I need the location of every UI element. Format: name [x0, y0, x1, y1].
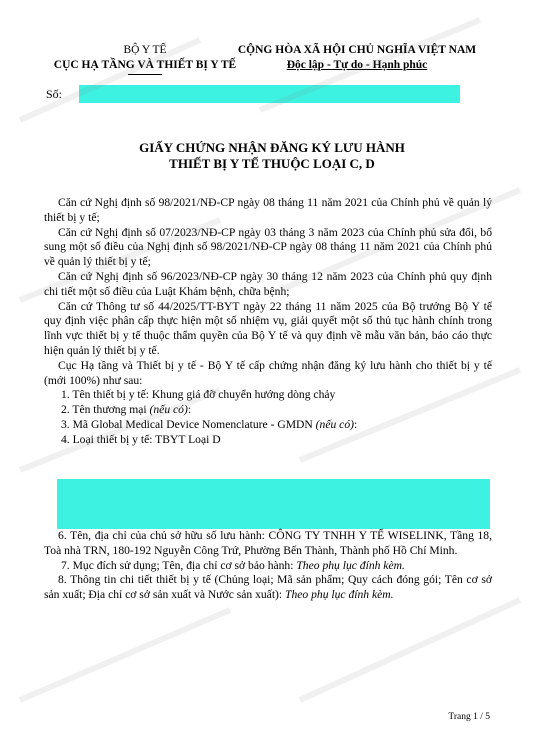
item-owner: 6. Tên, địa chỉ của chủ sở hữu số lưu hành: CÔNG TY TNHH Y TẾ WISELINK, Tầng 18, Toà nhà TRN, 180-192 Nguyễn Công Trứ, Phường Bến Thành, Thành phố Hồ Chí Minh.	[44, 529, 492, 557]
national-heading	[228, 43, 486, 73]
item-details: 8. Thông tin chi tiết thiết bị y tế (Chủng loại; Mã sản phẩm; Quy cách đóng gói; Tên cơ sở sản xuất; Địa chỉ cơ sở sản xuất và Nước sản xuất): Theo phụ lục đính kèm.	[44, 573, 492, 602]
page-number: Trang 1 / 5	[448, 712, 490, 722]
redacted-document-number	[79, 85, 460, 103]
document-number-label: Số:	[46, 87, 63, 101]
header-divider	[128, 74, 162, 75]
ministry-name: BỘ Y TẾ	[123, 44, 167, 56]
item-trade-name: 2. Tên thương mại (nếu có):	[61, 403, 192, 417]
legal-basis-2: Căn cứ Nghị định số 07/2023/NĐ-CP ngày 03 tháng 3 năm 2023 của Chính phủ sửa đổi, bổ sung một số điều của Nghị định số 98/2021/NĐ-CP ngày 08 tháng 11 năm 2021 của Chính phủ về quản lý thiết bị y tế;	[44, 225, 492, 269]
item-purpose: 7. Mục đích sử dụng; Tên, địa chỉ cơ sở bảo hành: Theo phụ lục đính kèm.	[61, 558, 405, 572]
national-motto: Độc lập - Tự do - Hạnh phúc	[286, 59, 428, 71]
issuer-block	[40, 43, 250, 75]
certification-statement: Cục Hạ tầng và Thiết bị y tế - Bộ Y tế cấp chứng nhận đăng ký lưu hành cho thiết bị y tế (mới 100%) như sau:	[44, 358, 492, 387]
department-name: CỤC HẠ TẦNG VÀ THIẾT BỊ Y TẾ	[53, 59, 237, 71]
item-device-class: 4. Loại thiết bị y tế: TBYT Loại D	[61, 432, 221, 446]
items-continued	[44, 529, 492, 603]
redacted-item-5	[57, 479, 490, 529]
document-title: GIẤY CHỨNG NHẬN ĐĂNG KÝ LƯU HÀNH	[139, 140, 405, 155]
legal-basis-3: Căn cứ Nghị định số 96/2023/NĐ-CP ngày 30 tháng 12 năm 2023 của Chính phủ quy định chi tiết một số điều của Luật Khám bệnh, chữa bệnh;	[44, 269, 492, 298]
preamble	[44, 196, 492, 448]
document-subtitle: THIẾT BỊ Y TẾ THUỘC LOẠI C, D	[169, 156, 375, 171]
item-gmdn: 3. Mã Global Medical Device Nomenclature - GMDN (nếu có):	[61, 417, 358, 431]
country-name: CỘNG HÒA XÃ HỘI CHỦ NGHĨA VIỆT NAM	[237, 44, 477, 56]
item-device-name: 1. Tên thiết bị y tế: Khung giá đỡ chuyển hướng dòng chảy	[61, 388, 336, 402]
legal-basis-1: Căn cứ Nghị định số 98/2021/NĐ-CP ngày 08 tháng 11 năm 2021 của Chính phủ về quản lý thiết bị y tế;	[44, 196, 492, 224]
legal-basis-4: Căn cứ Thông tư số 44/2025/TT-BYT ngày 22 tháng 11 năm 2025 của Bộ trưởng Bộ Y tế quy định việc phân cấp thực hiện một số nhiệm vụ, giải quyết một số thủ tục hành chính trong lĩnh vực thiết bị y tế thuộc thẩm quyền của Bộ Y tế và quy định về mẫu văn bản, báo cáo thực hiện quản lý thiết bị y tế.	[44, 299, 492, 357]
